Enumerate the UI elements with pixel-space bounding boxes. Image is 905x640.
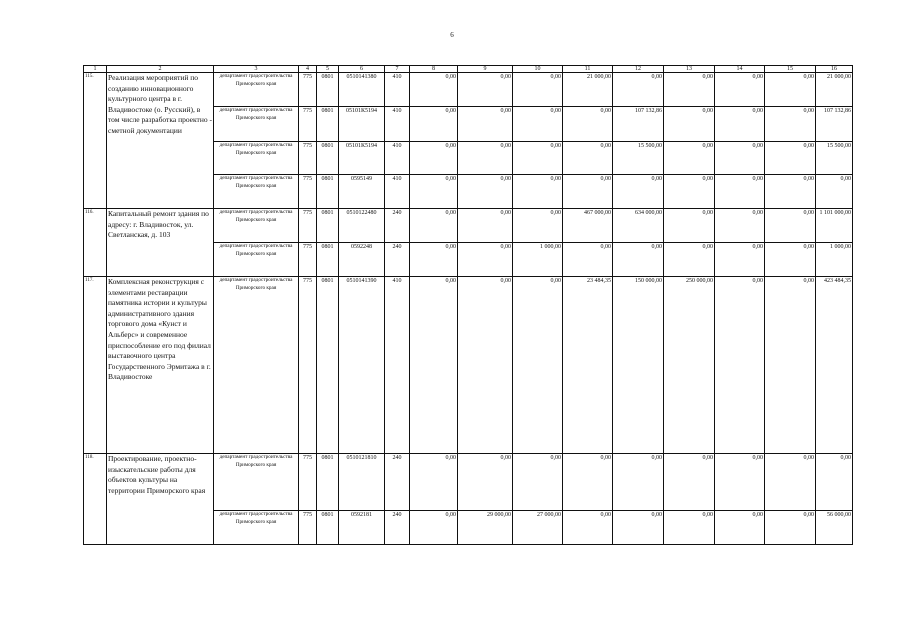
amount-cell: 107 132,86 — [613, 107, 664, 142]
amount-cell: 0,00 — [715, 511, 765, 545]
department-cell: департамент градостроительства Приморского края — [214, 175, 299, 209]
ministry-code: 775 — [299, 511, 317, 545]
amount-cell: 0,00 — [513, 142, 563, 175]
header-cell: 12 — [613, 66, 664, 73]
amount-cell: 0,00 — [765, 243, 816, 277]
amount-cell: 23 484,35 — [563, 277, 613, 454]
item-name: Проектирование, проектно-изыскательские работы для объектов культуры на территории Приморского края — [107, 454, 214, 545]
section-code: 0801 — [317, 243, 339, 277]
total-cell: 107 132,86 — [816, 107, 853, 142]
amount-cell: 0,00 — [410, 209, 458, 243]
header-cell: 8 — [410, 66, 458, 73]
amount-cell: 0,00 — [613, 243, 664, 277]
header-cell: 10 — [513, 66, 563, 73]
ministry-code: 775 — [299, 209, 317, 243]
section-code: 0801 — [317, 107, 339, 142]
amount-cell: 0,00 — [410, 107, 458, 142]
amount-cell: 0,00 — [458, 243, 513, 277]
amount-cell: 0,00 — [513, 73, 563, 107]
amount-cell: 0,00 — [664, 107, 715, 142]
ministry-code: 775 — [299, 243, 317, 277]
header-cell: 3 — [214, 66, 299, 73]
expense-type-code: 410 — [385, 277, 410, 454]
department-cell: департамент градостроительства Приморского края — [214, 73, 299, 107]
department-cell: департамент градостроительства Приморского края — [214, 277, 299, 454]
amount-cell: 0,00 — [715, 454, 765, 511]
target-article-code: 0510122480 — [339, 209, 385, 243]
section-code: 0801 — [317, 142, 339, 175]
amount-cell: 0,00 — [563, 107, 613, 142]
amount-cell: 0,00 — [563, 511, 613, 545]
total-cell: 56 000,00 — [816, 511, 853, 545]
amount-cell: 0,00 — [765, 175, 816, 209]
amount-cell: 0,00 — [765, 142, 816, 175]
amount-cell: 0,00 — [715, 243, 765, 277]
amount-cell: 0,00 — [715, 73, 765, 107]
amount-cell: 0,00 — [613, 73, 664, 107]
total-cell: 0,00 — [816, 175, 853, 209]
amount-cell: 0,00 — [715, 142, 765, 175]
expense-type-code: 410 — [385, 175, 410, 209]
amount-cell: 0,00 — [458, 142, 513, 175]
amount-cell: 0,00 — [715, 175, 765, 209]
department-cell: департамент градостроительства Приморского края — [214, 107, 299, 142]
amount-cell: 0,00 — [613, 511, 664, 545]
section-code: 0801 — [317, 511, 339, 545]
ministry-code: 775 — [299, 175, 317, 209]
ministry-code: 775 — [299, 107, 317, 142]
amount-cell: 0,00 — [513, 277, 563, 454]
amount-cell: 0,00 — [664, 243, 715, 277]
total-cell: 21 000,00 — [816, 73, 853, 107]
amount-cell: 0,00 — [715, 277, 765, 454]
amount-cell: 0,00 — [664, 209, 715, 243]
amount-cell: 0,00 — [513, 175, 563, 209]
expense-type-code: 410 — [385, 73, 410, 107]
ministry-code: 775 — [299, 142, 317, 175]
amount-cell: 0,00 — [563, 175, 613, 209]
department-cell: департамент градостроительства Приморского края — [214, 209, 299, 243]
item-index: 118. — [84, 454, 107, 545]
target-article-code: 0592181 — [339, 511, 385, 545]
amount-cell: 1 000,00 — [513, 243, 563, 277]
header-cell: 13 — [664, 66, 715, 73]
header-cell: 16 — [816, 66, 853, 73]
amount-cell: 27 000,00 — [513, 511, 563, 545]
amount-cell: 29 000,00 — [458, 511, 513, 545]
table-row — [84, 73, 853, 107]
amount-cell: 0,00 — [664, 142, 715, 175]
item-index: 117. — [84, 277, 107, 454]
amount-cell: 0,00 — [513, 209, 563, 243]
amount-cell: 0,00 — [410, 277, 458, 454]
amount-cell: 0,00 — [410, 454, 458, 511]
amount-cell: 0,00 — [513, 107, 563, 142]
amount-cell: 0,00 — [458, 209, 513, 243]
total-cell: 1 000,00 — [816, 243, 853, 277]
header-cell: 15 — [765, 66, 816, 73]
amount-cell: 0,00 — [458, 73, 513, 107]
expense-type-code: 240 — [385, 511, 410, 545]
table-row — [84, 209, 853, 243]
amount-cell: 0,00 — [664, 73, 715, 107]
header-cell: 14 — [715, 66, 765, 73]
amount-cell: 0,00 — [765, 73, 816, 107]
amount-cell: 0,00 — [613, 454, 664, 511]
ministry-code: 775 — [299, 73, 317, 107]
amount-cell: 15 500,00 — [613, 142, 664, 175]
amount-cell: 0,00 — [410, 73, 458, 107]
total-cell: 0,00 — [816, 454, 853, 511]
expense-type-code: 240 — [385, 243, 410, 277]
amount-cell: 0,00 — [458, 107, 513, 142]
amount-cell: 0,00 — [765, 511, 816, 545]
header-cell: 2 — [107, 66, 214, 73]
target-article-code: 0592248 — [339, 243, 385, 277]
amount-cell: 0,00 — [664, 511, 715, 545]
total-cell: 15 500,00 — [816, 142, 853, 175]
section-code: 0801 — [317, 175, 339, 209]
target-article-code: 05101К5194 — [339, 142, 385, 175]
amount-cell: 0,00 — [458, 175, 513, 209]
header-cell: 4 — [299, 66, 317, 73]
target-article-code: 0510121810 — [339, 454, 385, 511]
table-row — [84, 454, 853, 511]
amount-cell: 0,00 — [765, 454, 816, 511]
amount-cell: 634 000,00 — [613, 209, 664, 243]
department-cell: департамент градостроительства Приморского края — [214, 243, 299, 277]
item-index: 115. — [84, 73, 107, 209]
amount-cell: 0,00 — [410, 142, 458, 175]
section-code: 0801 — [317, 454, 339, 511]
amount-cell: 0,00 — [613, 175, 664, 209]
amount-cell: 250 000,00 — [664, 277, 715, 454]
amount-cell: 0,00 — [563, 454, 613, 511]
page-number: 6 — [450, 31, 454, 39]
header-cell: 6 — [339, 66, 385, 73]
header-cell: 9 — [458, 66, 513, 73]
ministry-code: 775 — [299, 277, 317, 454]
amount-cell: 150 000,00 — [613, 277, 664, 454]
ministry-code: 775 — [299, 454, 317, 511]
amount-cell: 0,00 — [715, 209, 765, 243]
item-name: Реализация мероприятий по созданию инновационного культурного центра в г. Владивостоке (о. Русский), в том числе разработка проектно - сметной документации — [107, 73, 214, 209]
amount-cell: 0,00 — [563, 142, 613, 175]
amount-cell: 0,00 — [664, 454, 715, 511]
amount-cell: 0,00 — [765, 209, 816, 243]
expense-type-code: 410 — [385, 142, 410, 175]
item-name: Комплексная реконструкция с элементами реставрации памятника истории и культуры административного здания торгового дома «Кунст и Альберс» и современное приспособление его под филиал выставочного центра Государственного Эрмитажа в г. Владивостоке — [107, 277, 214, 454]
department-cell: департамент градостроительства Приморского края — [214, 511, 299, 545]
amount-cell: 0,00 — [458, 277, 513, 454]
amount-cell: 0,00 — [513, 454, 563, 511]
expense-type-code: 240 — [385, 209, 410, 243]
header-cell: 7 — [385, 66, 410, 73]
amount-cell: 0,00 — [765, 277, 816, 454]
expense-type-code: 240 — [385, 454, 410, 511]
target-article-code: 0510141390 — [339, 277, 385, 454]
header-cell: 5 — [317, 66, 339, 73]
amount-cell: 467 000,00 — [563, 209, 613, 243]
amount-cell: 21 000,00 — [563, 73, 613, 107]
section-code: 0801 — [317, 73, 339, 107]
item-index: 116. — [84, 209, 107, 277]
header-cell: 11 — [563, 66, 613, 73]
target-article-code: 0595149 — [339, 175, 385, 209]
amount-cell: 0,00 — [458, 454, 513, 511]
expense-type-code: 410 — [385, 107, 410, 142]
target-article-code: 05101К5194 — [339, 107, 385, 142]
target-article-code: 0510141380 — [339, 73, 385, 107]
amount-cell: 0,00 — [410, 243, 458, 277]
section-code: 0801 — [317, 277, 339, 454]
amount-cell: 0,00 — [664, 175, 715, 209]
item-name: Капитальный ремонт здания по адресу: г. Владивосток, ул. Светланская, д. 103 — [107, 209, 214, 277]
amount-cell: 0,00 — [715, 107, 765, 142]
total-cell: 1 101 000,00 — [816, 209, 853, 243]
amount-cell: 0,00 — [765, 107, 816, 142]
section-code: 0801 — [317, 209, 339, 243]
header-row — [84, 66, 853, 73]
budget-table — [83, 65, 853, 545]
header-cell: 1 — [84, 66, 107, 73]
table-row — [84, 277, 853, 454]
amount-cell: 0,00 — [410, 511, 458, 545]
department-cell: департамент градостроительства Приморского края — [214, 454, 299, 511]
department-cell: департамент градостроительства Приморского края — [214, 142, 299, 175]
amount-cell: 0,00 — [563, 243, 613, 277]
total-cell: 423 484,35 — [816, 277, 853, 454]
amount-cell: 0,00 — [410, 175, 458, 209]
